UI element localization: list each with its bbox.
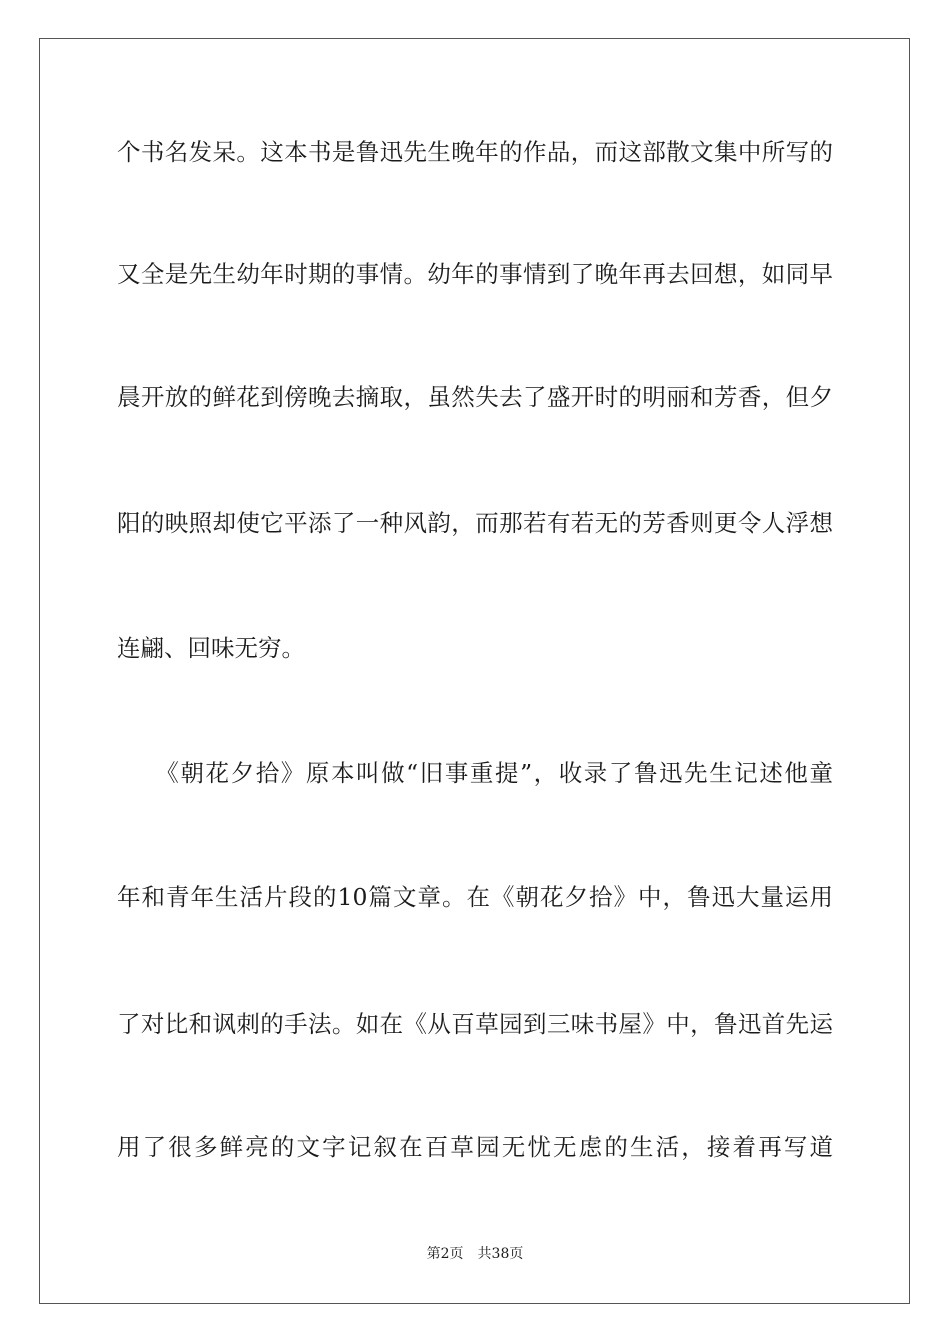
page-number-footer: 第2页 共38页 <box>426 1246 524 1262</box>
body-text-line: 年和青年生活片段的10篇文章。在《朝花夕拾》中，鲁迅大量运用 <box>117 883 833 911</box>
body-text-line: 又全是先生幼年时期的事情。幼年的事情到了晚年再去回想，如同早 <box>117 260 833 288</box>
body-text-line: 阳的映照却使它平添了一种风韵，而那若有若无的芳香则更令人浮想 <box>117 509 833 537</box>
body-text-line: 用了很多鲜亮的文字记叙在百草园无忧无虑的生活，接着再写道 <box>117 1133 833 1161</box>
page-border <box>39 38 910 1304</box>
body-text-line: 晨开放的鲜花到傍晚去摘取，虽然失去了盛开时的明丽和芳香，但夕 <box>117 383 833 411</box>
body-text-line: 个书名发呆。这本书是鲁迅先生晚年的作品，而这部散文集中所写的 <box>117 138 833 166</box>
body-text-line: 了对比和讽刺的手法。如在《从百草园到三味书屋》中，鲁迅首先运 <box>117 1010 833 1038</box>
paragraph-first-line: 《朝花夕拾》原本叫做“旧事重提”，收录了鲁迅先生记述他童 <box>117 759 833 787</box>
body-text-line: 连翩、回味无穷。 <box>117 634 305 662</box>
